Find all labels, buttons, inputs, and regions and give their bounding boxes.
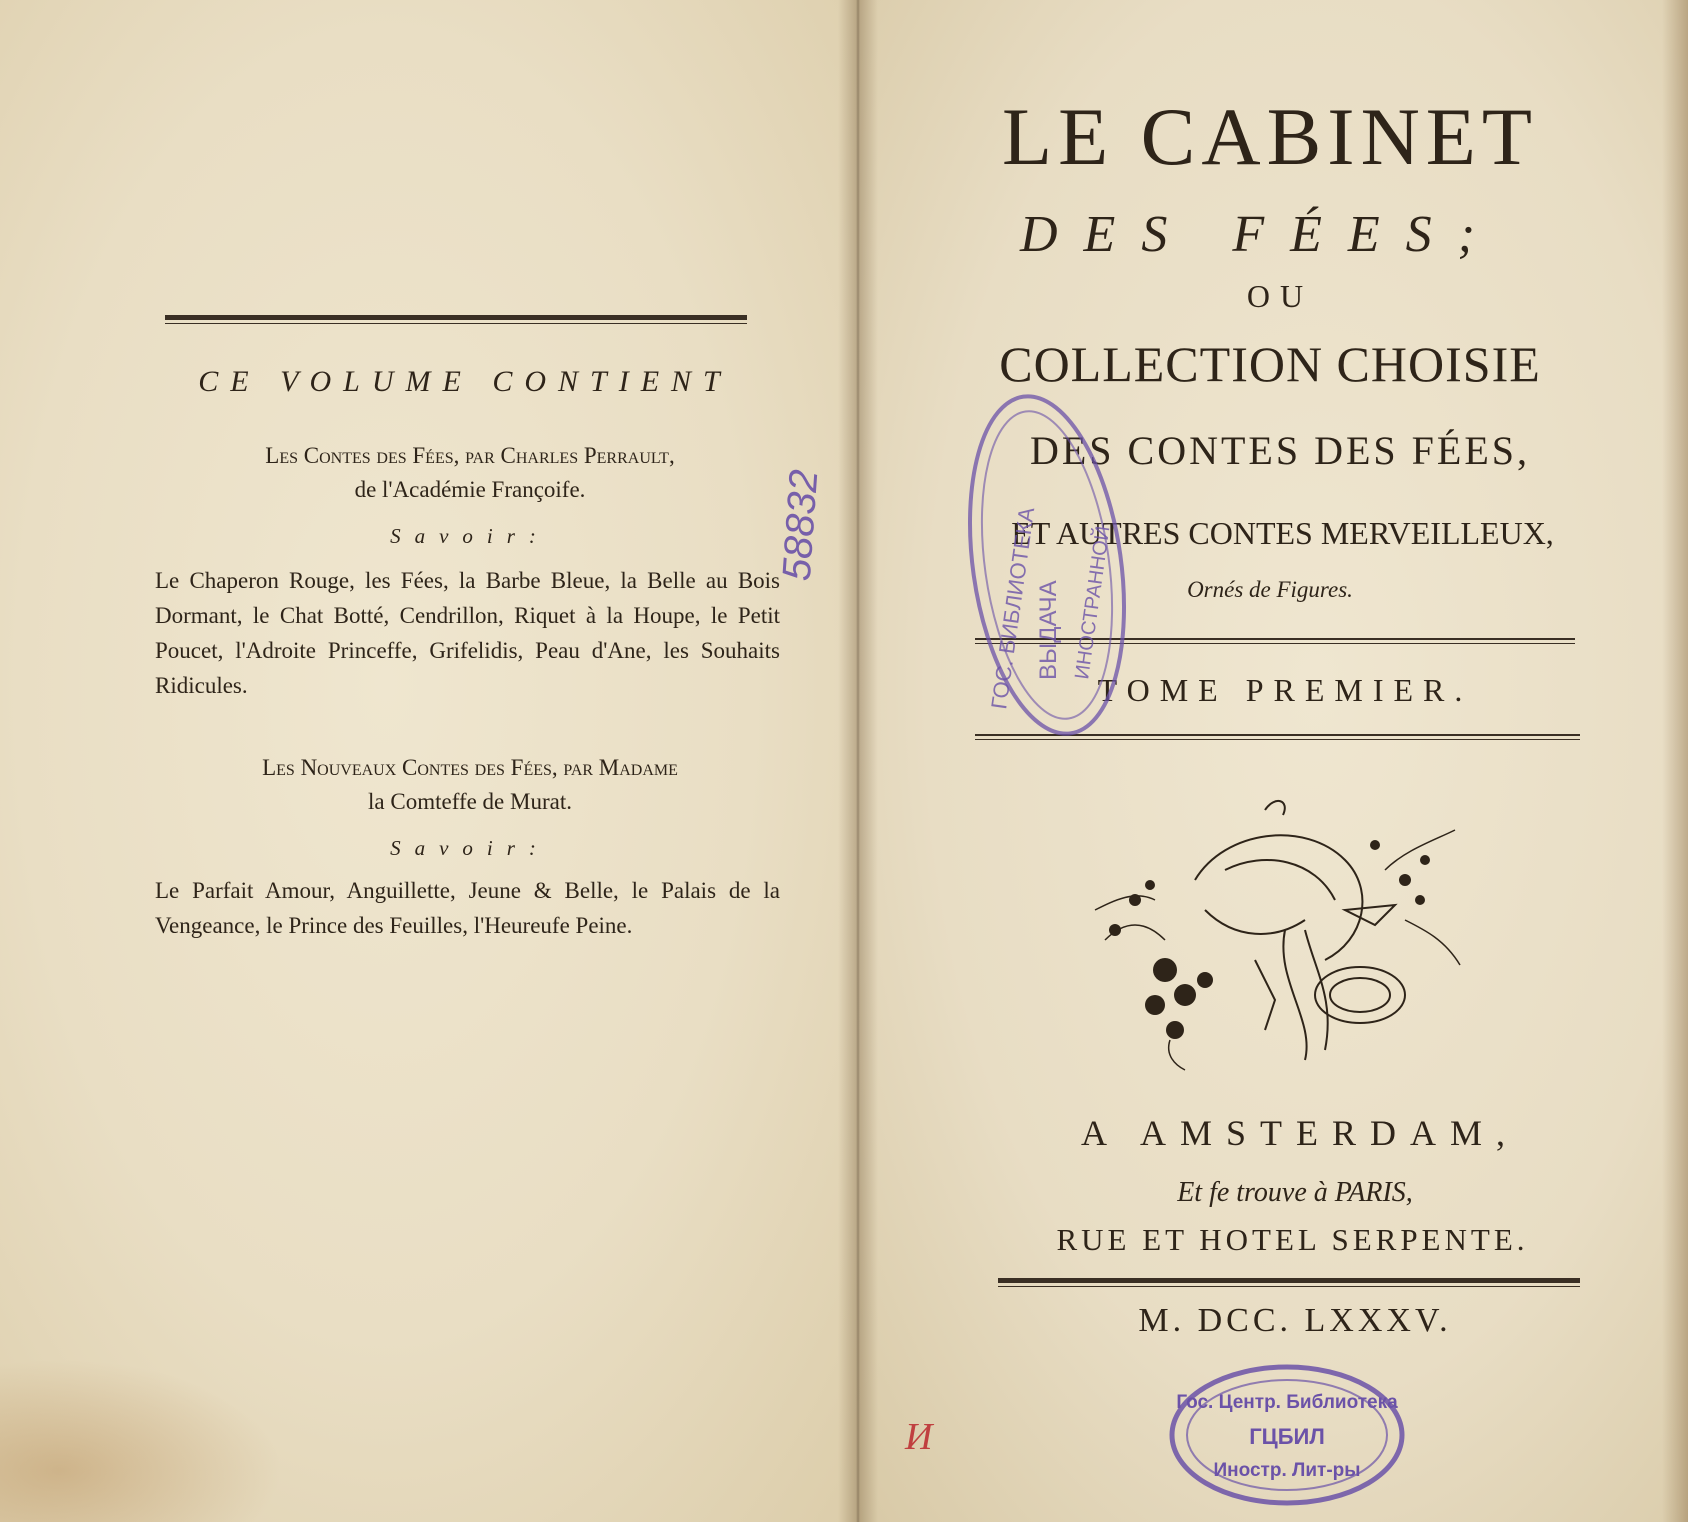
title-ou: OU [1246, 278, 1314, 314]
top-rule-left [165, 315, 747, 324]
book-gutter [838, 0, 878, 1522]
pencil-mark: И [905, 1416, 933, 1458]
title-contes: DES CONTES DES FÉES, [1029, 428, 1531, 473]
murat-tales-list: Le Parfait Amour, Anguillette, Jeune & Belle, le Palais de la Vengeance, le Prince des Feuilles, l'Heureufe Peine. [155, 878, 780, 938]
perrault-savoir: Savoir: [390, 524, 550, 548]
oval-stamp-upper: ГОС. БИБЛИОТЕКА [986, 505, 1040, 711]
book-subtitle: DES FÉES; [1020, 206, 1501, 263]
floral-vignette [1075, 790, 1470, 1075]
title-autres: ET AUTRES CONTES MERVEILLEUX, [1011, 515, 1554, 551]
book-title: LE CABINET [1002, 91, 1538, 182]
perrault-tales-list: Le Chaperon Rouge, les Fées, la Barbe Bleue, la Belle au Bois Dormant, le Chat Botté, Cendrillon, Riquet à la Houpe, le Petit Poucet, l'Adroite Princeffe, Grifelidis, Peau d'Ane, les Souhaits Ridicules. [155, 568, 780, 698]
imprint-paris: Et fe trouve à PARIS, [1177, 1177, 1413, 1208]
rule-above-date [998, 1278, 1580, 1287]
murat-entry-line2: la Comteffe de Murat. [368, 789, 572, 814]
perrault-entry-line1: Les Contes des Fées, par Charles Perrault, [265, 443, 675, 468]
tome-premier: TOME PREMIER. [1097, 672, 1473, 708]
imprint-place: A AMSTERDAM, [1080, 1113, 1520, 1153]
foxing-stain [0, 1350, 300, 1522]
title-collection: COLLECTION CHOISIE [999, 336, 1541, 392]
oval-stamp-lower: ИНОСТРАННОЙ [1071, 524, 1115, 681]
round-stamp-mid: ГЦБИЛ [1249, 1424, 1325, 1449]
round-stamp-bottom: Иностр. Лит-ры [1213, 1460, 1361, 1481]
library-oval-stamp [960, 380, 1135, 750]
volume-contents-heading: CE VOLUME CONTIENT [198, 365, 732, 398]
imprint-street: RUE ET HOTEL SERPENTE. [1056, 1222, 1529, 1257]
imprint-date: M. DCC. LXXXV. [1138, 1302, 1452, 1339]
round-stamp-top: Гос. Центр. Библиотека [1176, 1392, 1398, 1413]
perrault-entry-line2: de l'Académie Françoife. [354, 477, 586, 502]
page-edge-shadow [1662, 0, 1688, 1522]
oval-stamp-mid: ВЫДАЧА [1035, 580, 1062, 680]
murat-savoir: Savoir: [390, 836, 550, 860]
title-ornes: Ornés de Figures. [1187, 577, 1353, 602]
murat-entry-line1: Les Nouveaux Contes des Fées, par Madame [262, 755, 678, 780]
library-round-stamp [1165, 1360, 1410, 1510]
